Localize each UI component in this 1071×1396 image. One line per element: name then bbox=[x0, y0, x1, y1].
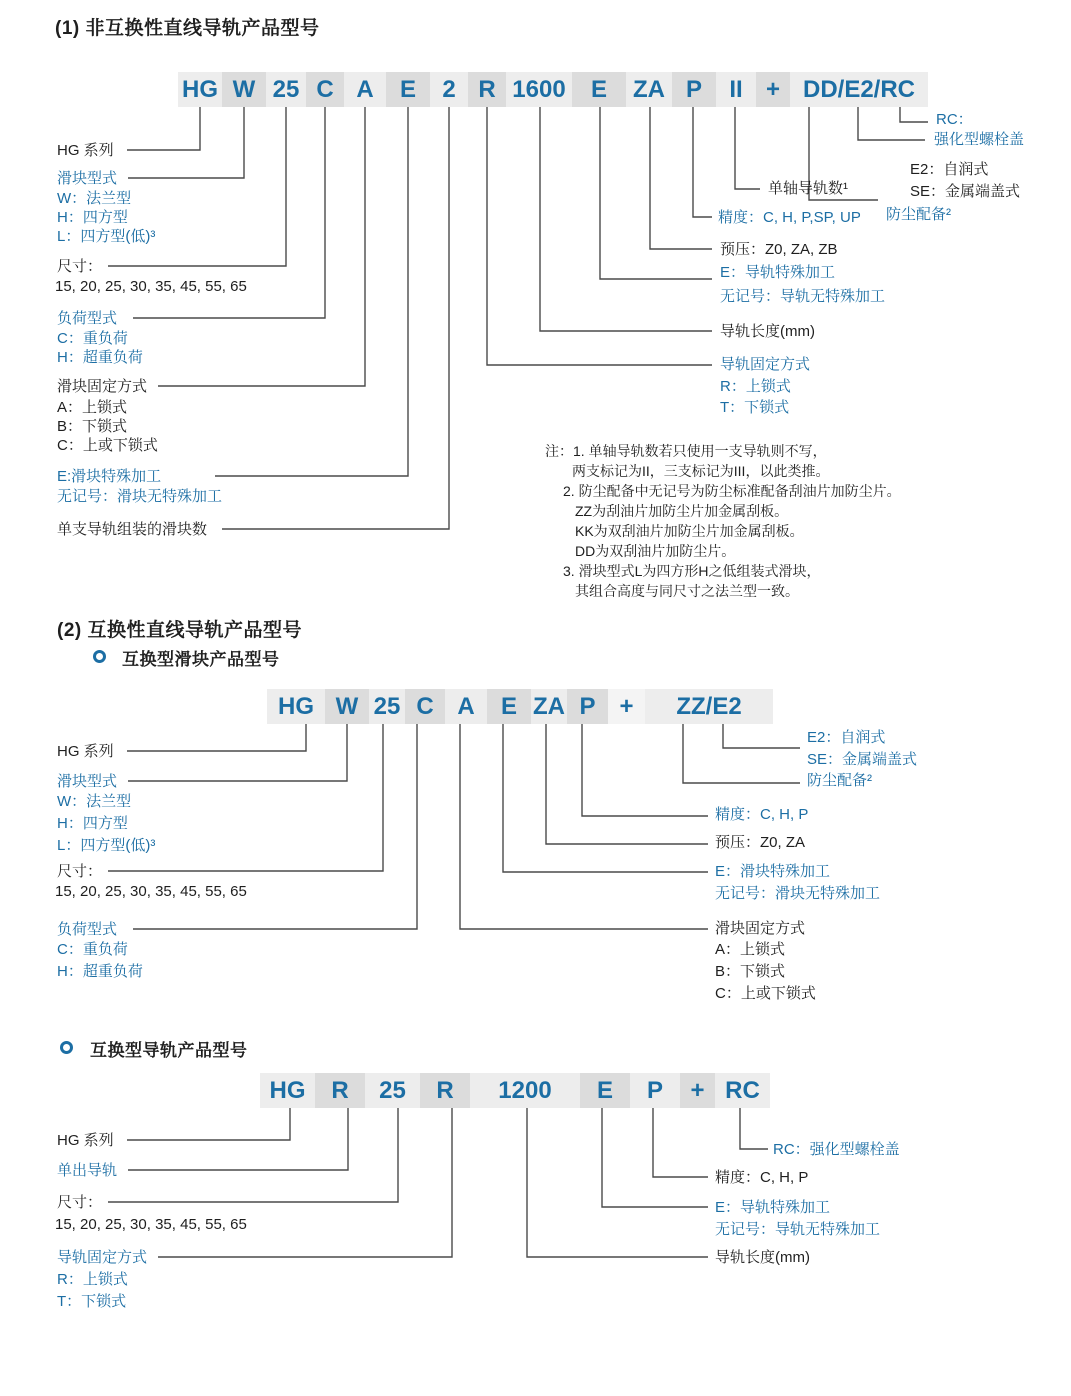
label-rc: RC： bbox=[936, 111, 973, 128]
label-block-special-none: 无记号：滑块无特殊加工 bbox=[57, 488, 223, 505]
label-block-type: 滑块型式 bbox=[57, 773, 118, 790]
footnote-line: 两支标记为II，三支标记为III，以此类推。 bbox=[572, 463, 830, 479]
code-segment-precision: P bbox=[672, 72, 716, 107]
label-rail-mount-t: T：下锁式 bbox=[720, 399, 790, 416]
section3-subtitle: 互换型导轨产品型号 bbox=[90, 1041, 248, 1060]
label-load-c: C：重负荷 bbox=[57, 330, 128, 347]
section1-model-code bbox=[0, 72, 1071, 107]
label-block-type-h: H：四方型 bbox=[57, 815, 128, 832]
code-segment-precision: P bbox=[630, 1073, 680, 1108]
code-segment-series: HG bbox=[178, 72, 222, 107]
label-rail-mount-r: R：上锁式 bbox=[720, 378, 791, 395]
label-mount: 滑块固定方式 bbox=[57, 378, 148, 395]
code-segment-series: HG bbox=[267, 689, 325, 724]
code-segment-preload: ZA bbox=[626, 72, 672, 107]
code-segment-rail-special: E bbox=[572, 72, 626, 107]
label-block-type-l: L：四方型(低)³ bbox=[57, 837, 156, 854]
code-segment-rail-mount: R bbox=[468, 72, 506, 107]
label-mount: 滑块固定方式 bbox=[715, 920, 806, 937]
label-block-type-l: L：四方型(低)³ bbox=[57, 228, 156, 245]
bullet-icon bbox=[93, 650, 106, 663]
label-se: SE：金属端盖式 bbox=[910, 183, 1021, 200]
label-hg-series: HG 系列 bbox=[57, 142, 114, 159]
code-segment-rail-special: E bbox=[580, 1073, 630, 1108]
code-segment-block-special: E bbox=[386, 72, 430, 107]
footnote-line: ZZ为刮油片加防尘片加金属刮板。 bbox=[575, 503, 789, 519]
label-rails-count: 单轴导轨数¹ bbox=[768, 180, 848, 197]
label-e2: E2：自润式 bbox=[807, 729, 886, 746]
label-load: 负荷型式 bbox=[57, 310, 118, 327]
code-segment-options: ZZ/E2 bbox=[645, 689, 773, 724]
code-segment-block-special: E bbox=[487, 689, 531, 724]
code-segment-size: 25 bbox=[369, 689, 405, 724]
code-segment-load: C bbox=[405, 689, 445, 724]
label-block-special: E：滑块特殊加工 bbox=[715, 863, 831, 880]
footnote-line: KK为双刮油片加防尘片加金属刮板。 bbox=[575, 523, 804, 539]
code-segment-rail-count: II bbox=[716, 72, 756, 107]
label-mount-b: B：下锁式 bbox=[57, 418, 128, 435]
section3-model-code bbox=[0, 1073, 1071, 1108]
code-segment-rail-mount: R bbox=[420, 1073, 470, 1108]
label-mount-a: A：上锁式 bbox=[57, 399, 128, 416]
label-precision: 精度：C, H, P,SP, UP bbox=[718, 209, 861, 226]
label-rc: RC：强化型螺栓盖 bbox=[773, 1141, 900, 1158]
label-rail-mount-t: T：下锁式 bbox=[57, 1293, 127, 1310]
label-load-h: H：超重负荷 bbox=[57, 349, 143, 366]
code-segment-load: C bbox=[306, 72, 344, 107]
footnote-line: DD为双刮油片加防尘片。 bbox=[575, 543, 736, 559]
footnote-line: 其组合高度与同尺寸之法兰型一致。 bbox=[575, 583, 799, 599]
label-load-h: H：超重负荷 bbox=[57, 963, 143, 980]
section2-subtitle: 互换型滑块产品型号 bbox=[122, 650, 280, 669]
label-sizes: 15, 20, 25, 30, 35, 45, 55, 65 bbox=[55, 883, 247, 900]
bullet-icon bbox=[60, 1041, 73, 1054]
code-segment-options: RC bbox=[715, 1073, 770, 1108]
label-dust: 防尘配备² bbox=[886, 206, 951, 223]
label-mount-b: B：下锁式 bbox=[715, 963, 786, 980]
label-e2: E2：自润式 bbox=[910, 161, 989, 178]
footnote-line: 注：1. 单轴导轨数若只使用一支导轨则不写， bbox=[545, 443, 827, 459]
section2-model-code bbox=[0, 689, 1071, 724]
code-segment-series: HG bbox=[260, 1073, 315, 1108]
code-segment-mount: A bbox=[344, 72, 386, 107]
label-hg-series: HG 系列 bbox=[57, 1132, 114, 1149]
label-block-special: E:滑块特殊加工 bbox=[57, 468, 162, 485]
label-sizes: 15, 20, 25, 30, 35, 45, 55, 65 bbox=[55, 1216, 247, 1233]
label-preload: 预压：Z0, ZA, ZB bbox=[720, 241, 838, 258]
label-sizes: 15, 20, 25, 30, 35, 45, 55, 65 bbox=[55, 278, 247, 295]
label-rail-mount-r: R：上锁式 bbox=[57, 1271, 128, 1288]
label-precision: 精度：C, H, P bbox=[715, 1169, 809, 1186]
code-segment-plus: + bbox=[680, 1073, 715, 1108]
code-segment-options: DD/E2/RC bbox=[790, 72, 928, 107]
footnote-line: 2. 防尘配备中无记号为防尘标准配备刮油片加防尘片。 bbox=[563, 483, 901, 499]
code-segment-plus: + bbox=[608, 689, 645, 724]
label-rail-special: E：导轨特殊加工 bbox=[715, 1199, 831, 1216]
label-rail-special-none: 无记号：导轨无特殊加工 bbox=[715, 1221, 881, 1238]
label-dust: 防尘配备² bbox=[807, 772, 872, 789]
section1-title: (1) 非互换性直线导轨产品型号 bbox=[55, 18, 320, 39]
label-size: 尺寸： bbox=[57, 258, 103, 275]
code-segment-rail-length: 1200 bbox=[470, 1073, 580, 1108]
label-load-c: C：重负荷 bbox=[57, 941, 128, 958]
code-segment-block-type: W bbox=[222, 72, 266, 107]
section2-title: (2) 互换性直线导轨产品型号 bbox=[57, 620, 303, 641]
label-rail-special: E：导轨特殊加工 bbox=[720, 264, 836, 281]
code-segment-block-type: W bbox=[325, 689, 369, 724]
label-size: 尺寸： bbox=[57, 1194, 103, 1211]
code-segment-block-count: 2 bbox=[430, 72, 468, 107]
label-mount-c: C：上或下锁式 bbox=[57, 437, 158, 454]
footnote-line: 3. 滑块型式L为四方形H之低组装式滑块， bbox=[563, 563, 821, 579]
label-single-rail: 单出导轨 bbox=[57, 1162, 118, 1179]
footnotes bbox=[545, 441, 901, 601]
label-rail-mount: 导轨固定方式 bbox=[720, 356, 811, 373]
code-segment-rail-length: 1600 bbox=[506, 72, 572, 107]
label-rail-special-none: 无记号：导轨无特殊加工 bbox=[720, 288, 886, 305]
label-block-type-w: W：法兰型 bbox=[57, 793, 132, 810]
label-size: 尺寸： bbox=[57, 863, 103, 880]
label-preload: 预压：Z0, ZA bbox=[715, 834, 806, 851]
label-hg-series: HG 系列 bbox=[57, 743, 114, 760]
label-rail-mount: 导轨固定方式 bbox=[57, 1249, 148, 1266]
code-segment-mount: A bbox=[445, 689, 487, 724]
label-block-type-h: H：四方型 bbox=[57, 209, 128, 226]
label-block-special-none: 无记号：滑块无特殊加工 bbox=[715, 885, 881, 902]
code-segment-precision: P bbox=[567, 689, 608, 724]
label-precision: 精度：C, H, P bbox=[715, 806, 809, 823]
code-segment-size: 25 bbox=[266, 72, 306, 107]
code-segment-single-rail: R bbox=[315, 1073, 365, 1108]
label-blocks-count: 单支导轨组装的滑块数 bbox=[57, 521, 208, 538]
label-rail-length: 导轨长度(mm) bbox=[715, 1249, 810, 1266]
code-segment-preload: ZA bbox=[531, 689, 567, 724]
label-load: 负荷型式 bbox=[57, 921, 118, 938]
label-se: SE：金属端盖式 bbox=[807, 751, 918, 768]
label-rc-desc: 强化型螺栓盖 bbox=[934, 131, 1025, 148]
label-block-type-w: W：法兰型 bbox=[57, 190, 132, 207]
code-segment-size: 25 bbox=[365, 1073, 420, 1108]
label-block-type: 滑块型式 bbox=[57, 170, 118, 187]
code-segment-plus: + bbox=[756, 72, 790, 107]
label-mount-c: C：上或下锁式 bbox=[715, 985, 816, 1002]
label-mount-a: A：上锁式 bbox=[715, 941, 786, 958]
label-rail-length: 导轨长度(mm) bbox=[720, 323, 815, 340]
